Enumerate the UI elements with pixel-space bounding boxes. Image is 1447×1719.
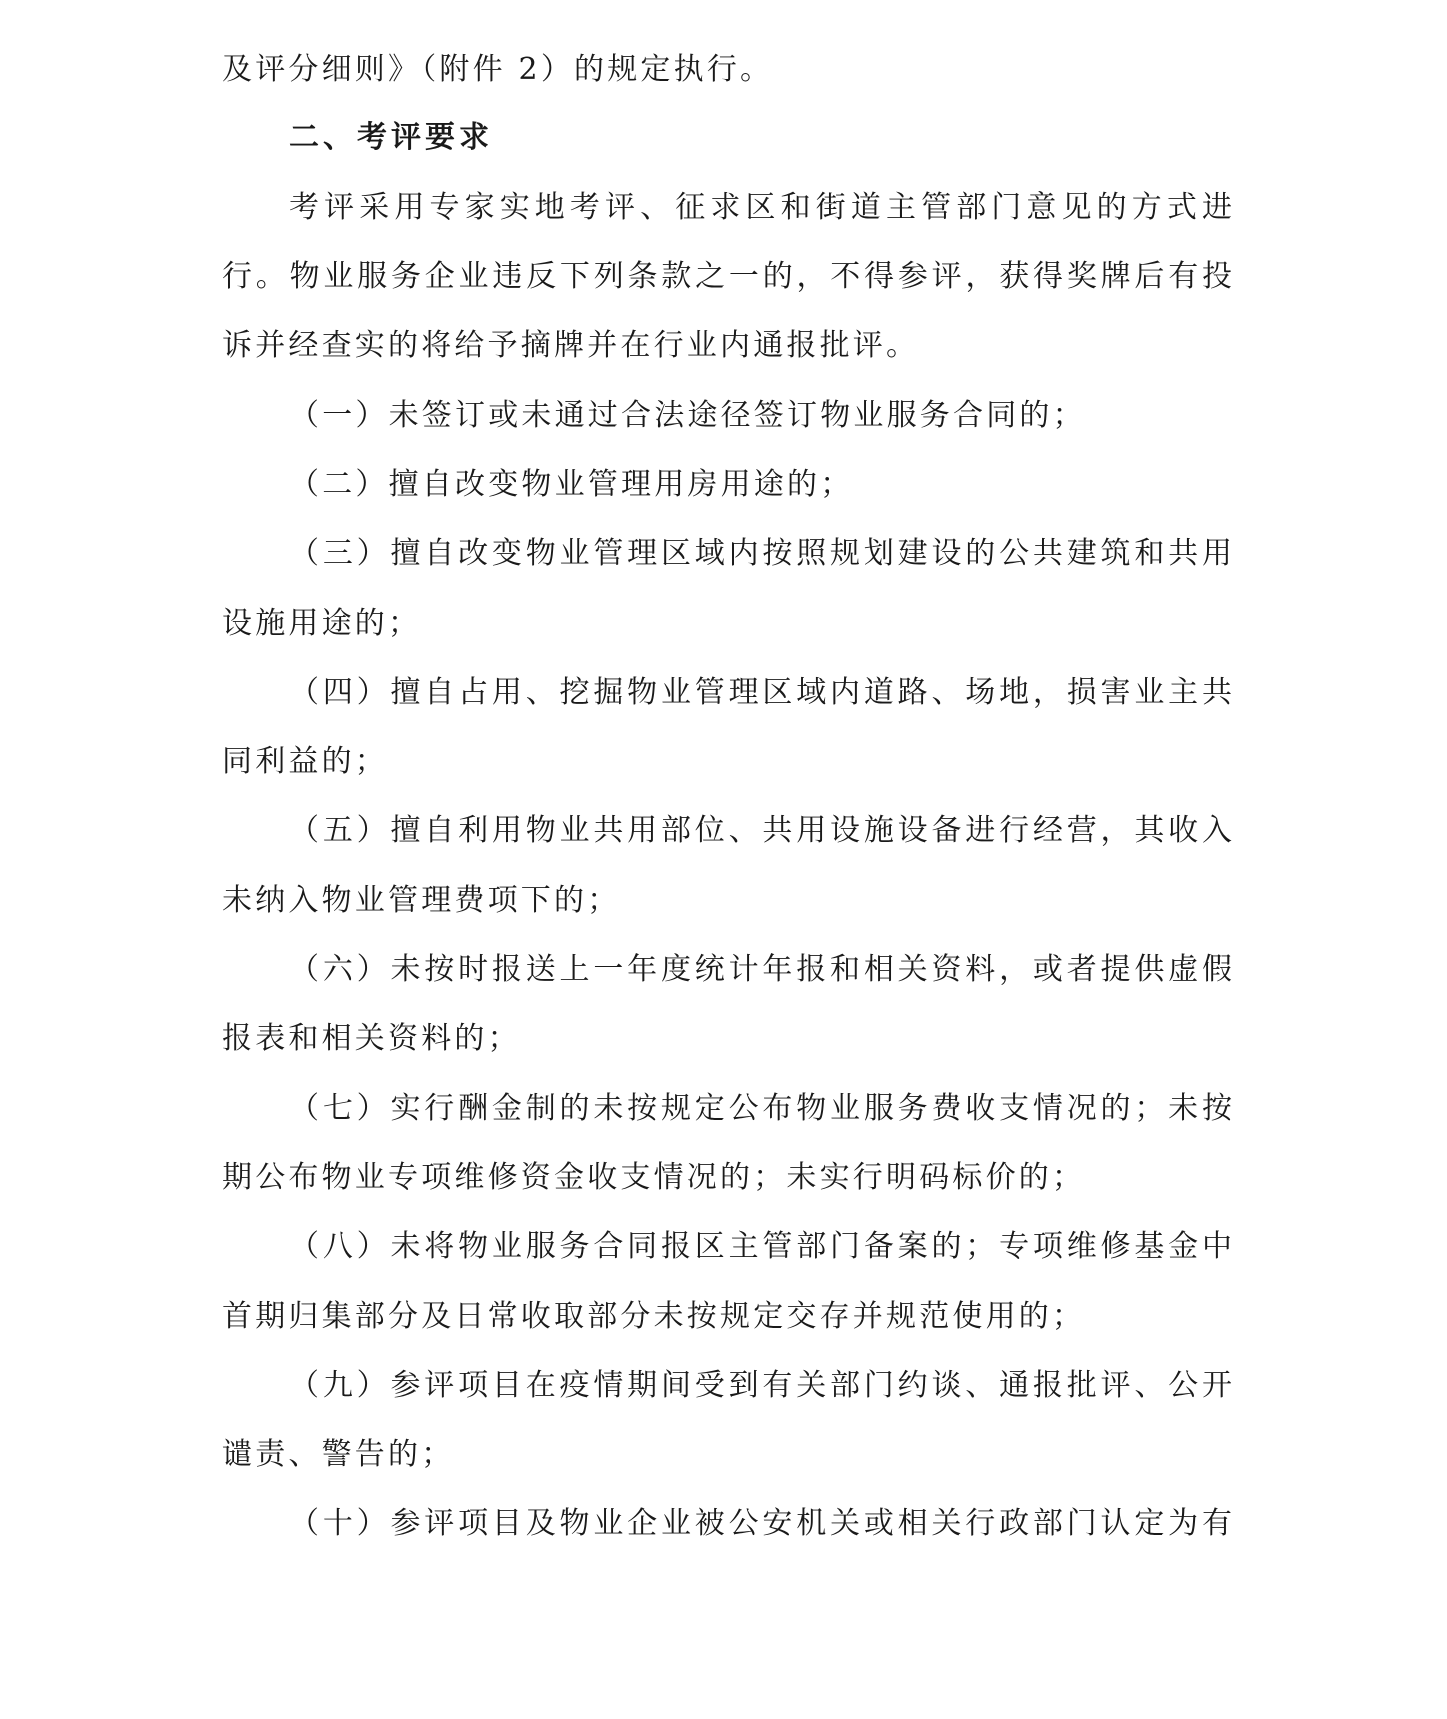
list-item: （三）擅自改变物业管理区域内按照规划建设的公共建筑和共用 (289, 536, 1232, 571)
text-line: 考评采用专家实地考评、征求区和街道主管部门意见的方式进 (289, 190, 1232, 225)
list-item: （六）未按时报送上一年度统计年报和相关资料，或者提供虚假 (289, 952, 1232, 987)
list-item: （八）未将物业服务合同报区主管部门备案的；专项维修基金中 (289, 1229, 1232, 1264)
list-item: （二）擅自改变物业管理用房用途的； (289, 467, 854, 502)
list-item: （四）擅自占用、挖掘物业管理区域内道路、场地，损害业主共 (289, 675, 1232, 710)
list-item: （七）实行酬金制的未按规定公布物业服务费收支情况的；未按 (289, 1091, 1232, 1126)
list-item: （十）参评项目及物业企业被公安机关或相关行政部门认定为有 (289, 1506, 1232, 1541)
text-line: 首期归集部分及日常收取部分未按规定交存并规范使用的； (222, 1299, 1086, 1334)
text-line: 诉并经查实的将给予摘牌并在行业内通报批评。 (222, 328, 920, 363)
list-item: （九）参评项目在疫情期间受到有关部门约谈、通报批评、公开 (289, 1368, 1232, 1403)
text-line: 设施用途的； (222, 606, 422, 641)
list-item: （一）未签订或未通过合法途径签订物业服务合同的； (289, 398, 1086, 433)
text-line: 及评分细则》（附件 2）的规定执行。 (222, 52, 774, 87)
text-line: 未纳入物业管理费项下的； (222, 883, 621, 918)
section-heading: 二、考评要求 (289, 120, 493, 155)
text-line: 谴责、警告的； (222, 1437, 455, 1472)
text-line: 报表和相关资料的； (222, 1021, 521, 1056)
text-line: 期公布物业专项维修资金收支情况的；未实行明码标价的； (222, 1160, 1086, 1195)
text-line: 同利益的； (222, 744, 388, 779)
text-line: 行。物业服务企业违反下列条款之一的，不得参评，获得奖牌后有投 (222, 259, 1232, 294)
list-item: （五）擅自利用物业共用部位、共用设施设备进行经营，其收入 (289, 813, 1232, 848)
